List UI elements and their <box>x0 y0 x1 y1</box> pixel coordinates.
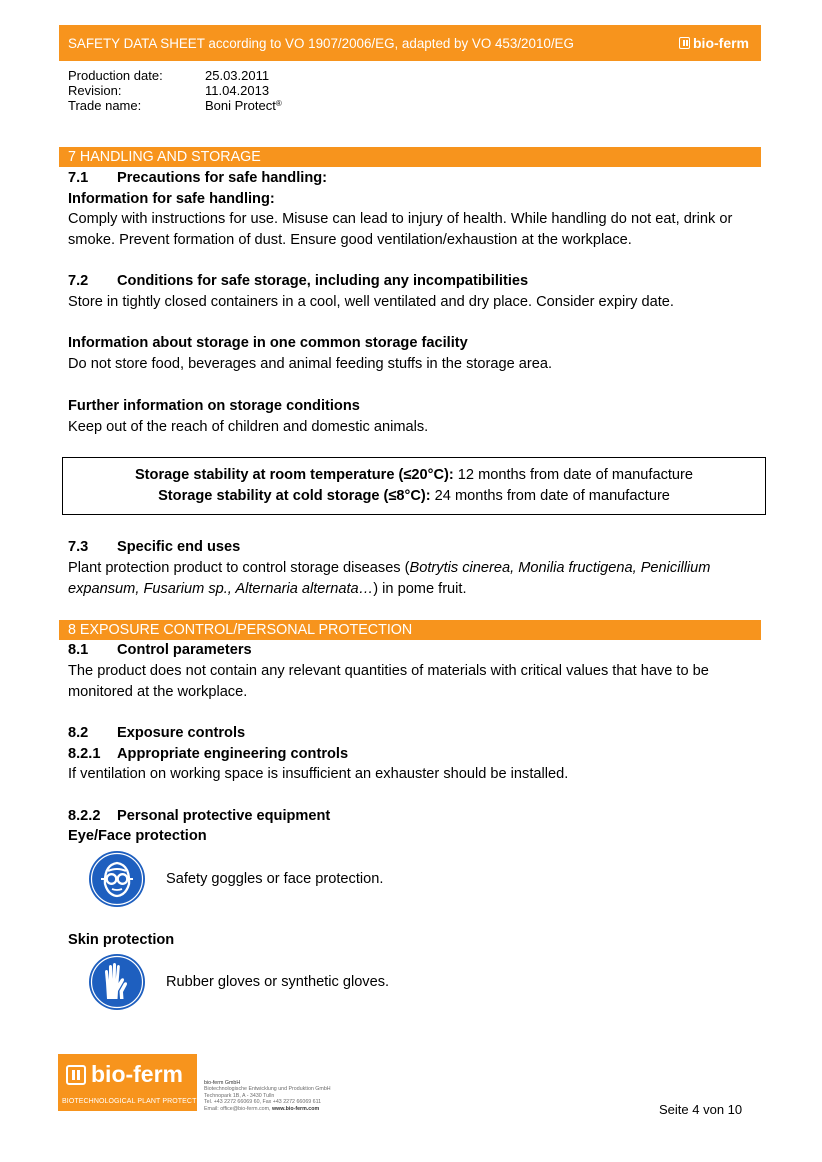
heading-7-1: 7.1 Precautions for safe handling: <box>68 170 328 186</box>
gloves-icon <box>88 953 146 1011</box>
control-params-text: The product does not contain any relevant quantities of materials with critical values that have to be monitored at the workplace. <box>68 663 709 700</box>
header-logo-text: bio-ferm <box>693 35 749 51</box>
logo-mark-icon <box>679 37 690 49</box>
heading-8-2-1: 8.2.1 Appropriate engineering controls <box>68 746 349 762</box>
trade-name-value: Boni Protect® <box>205 98 282 113</box>
specific-uses-text: Plant protection product to control storage diseases (Botrytis cinerea, Monilia fructigena, Penicillium expansum, Fusarium sp., Alternaria alternata…) in pome fruit. <box>68 560 711 597</box>
common-storage-heading: Information about storage in one common storage facility <box>68 335 468 351</box>
heading-8-2-2: 8.2.2 Personal protective equipment <box>68 808 331 824</box>
revision-label: Revision: <box>68 83 122 98</box>
info-safe-handling-heading: Information for safe handling: <box>68 191 275 207</box>
production-date-value: 25.03.2011 <box>205 68 270 83</box>
company-info <box>204 1080 331 1112</box>
eye-protection-heading: Eye/Face protection <box>68 828 207 844</box>
section-8-bar <box>59 620 761 640</box>
info-safe-handling-text: Comply with instructions for use. Misuse can lead to injury of health. While handling do not eat, drink or smoke. Prevent formation of dust. Ensure good ventilation/exhaustion at the workplace. <box>68 211 733 248</box>
company-contact: Email: office@bio-ferm.com, www.bio-ferm.com <box>204 1105 320 1112</box>
heading-7-3: 7.3 Specific end uses <box>68 539 241 555</box>
footer-logo-text: bio-ferm <box>91 1061 183 1087</box>
page-number: Seite 4 von 10 <box>659 1102 743 1117</box>
company-name: bio-ferm GmbH <box>204 1080 241 1086</box>
header-logo <box>679 35 749 51</box>
further-info-text: Keep out of the reach of children and domestic animals. <box>68 419 429 435</box>
engineering-controls-text: If ventilation on working space is insufficient an exhauster should be installed. <box>68 766 569 782</box>
heading-7-2: 7.2 Conditions for safe storage, including any incompatibilities <box>68 273 529 289</box>
registered-mark: ® <box>275 99 282 108</box>
heading-8-1: 8.1 Control parameters <box>68 642 252 658</box>
company-description: Biotechnologische Entwicklung und Produktion GmbH <box>204 1086 331 1093</box>
trade-name-label: Trade name: <box>68 98 142 113</box>
storage-stability-box <box>62 457 766 515</box>
heading-8-2: 8.2 Exposure controls <box>68 725 246 741</box>
header-bar <box>59 25 761 61</box>
company-phone: Tel. +43 2272 66069 60, Fax +43 2272 66069 611 <box>204 1099 322 1106</box>
footer-logo-mark-icon <box>66 1065 86 1085</box>
stability-room-line: Storage stability at room temperature (≤20°C): 12 months from date of manufacture <box>134 467 694 483</box>
eye-protection-text: Safety goggles or face protection. <box>166 871 384 887</box>
section-8-title: 8 EXPOSURE CONTROL/PERSONAL PROTECTION <box>68 622 413 638</box>
revision-value: 11.04.2013 <box>205 83 270 98</box>
stability-cold-line: Storage stability at cold storage (≤8°C): 24 months from date of manufacture <box>158 488 670 504</box>
header-title: SAFETY DATA SHEET according to VO 1907/2006/EG, adapted by VO 453/2010/EG <box>68 36 574 51</box>
common-storage-text: Do not store food, beverages and animal feeding stuffs in the storage area. <box>68 356 553 372</box>
footer-logo-tagline: BIOTECHNOLOGICAL PLANT PROTECTION <box>62 1098 210 1105</box>
section-7-title: 7 HANDLING AND STORAGE <box>68 149 261 165</box>
company-address: Technopark 1B, A - 3430 Tulln <box>204 1092 275 1099</box>
skin-protection-heading: Skin protection <box>68 932 175 948</box>
section-7-bar <box>59 147 761 167</box>
further-info-heading: Further information on storage conditions <box>68 398 360 414</box>
footer-logo <box>58 1054 210 1111</box>
production-date-label: Production date: <box>68 68 163 83</box>
safe-storage-text: Store in tightly closed containers in a cool, well ventilated and dry place. Consider expiry date. <box>68 294 674 310</box>
eye-protection-icon <box>88 850 146 908</box>
company-website: www.bio-ferm.com <box>272 1105 320 1112</box>
skin-protection-text: Rubber gloves or synthetic gloves. <box>166 974 390 990</box>
